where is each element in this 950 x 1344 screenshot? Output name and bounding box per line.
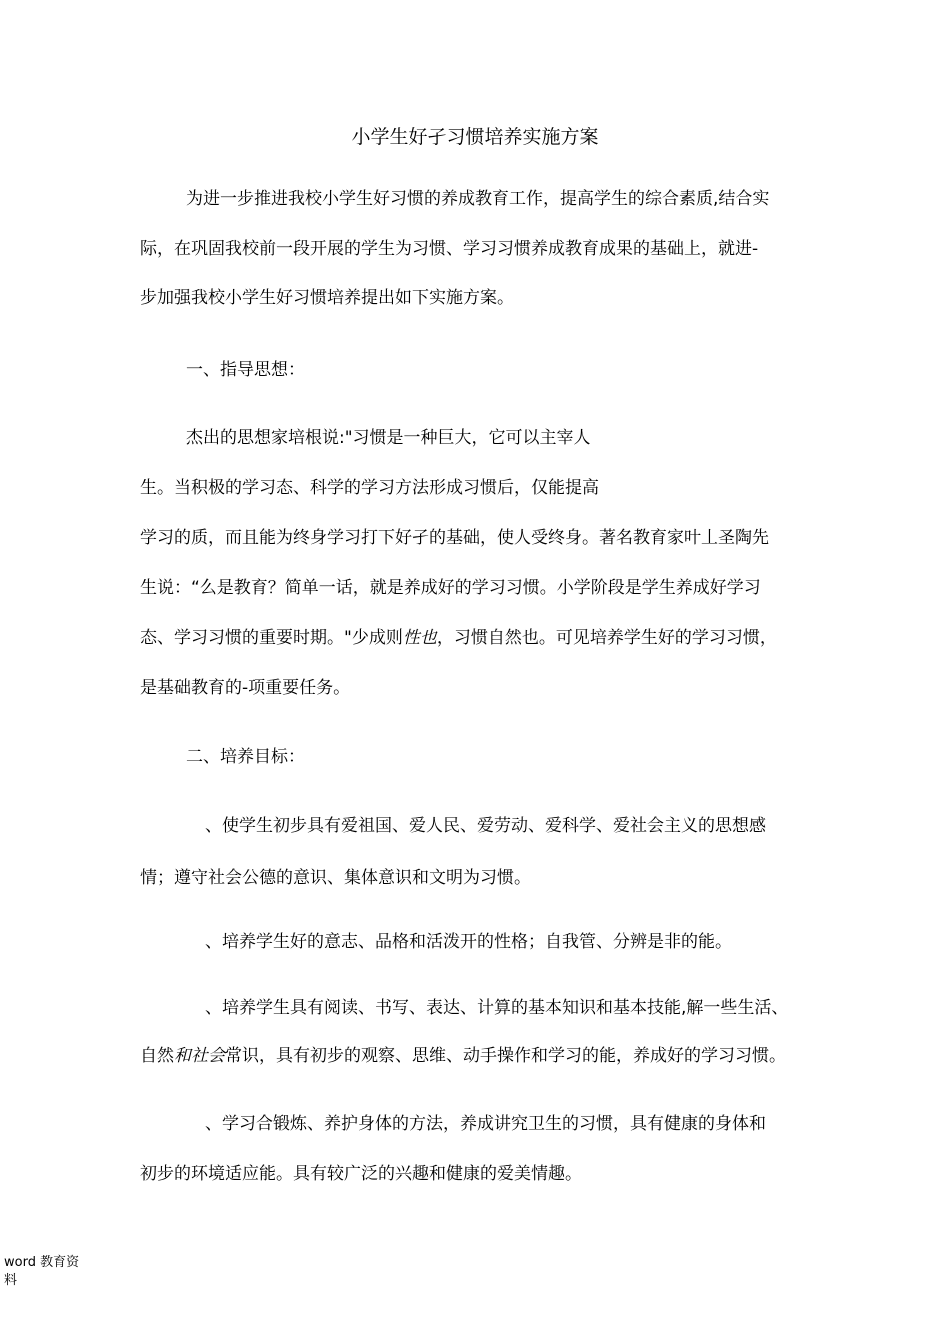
section-1-line-2: 生。当积极的学习态、科学的学习方法形成习惯后，仅能提高 [140, 478, 599, 498]
intro-line-2: 际，在巩固我校前一段开展的学生为习惯、学习习惯养成教育成果的基础上，就进- [140, 239, 759, 259]
goal-3-line-2-italic: 和社会 [174, 1046, 225, 1066]
section-1-line-3: 学习的质，而且能为终身学习打下好孑的基础，使人受终身。著名教育家叶丄圣陶先 [140, 528, 769, 548]
section-1-line-5-part-b: ，习惯自然也。可见培养学生好的学习习惯， [436, 628, 777, 648]
goal-1-line-1: 、使学生初步具有爱祖国、爱人民、爱劳动、爱科学、爱社会主义的思想感 [205, 816, 766, 836]
section-2-heading: 二、培养目标： [186, 747, 305, 767]
section-1-line-5-part-a: 态、学习习惯的重要时期。"少成则 [140, 628, 403, 648]
goal-3-line-2-part-b: 常识，具有初步的观察、思维、动手操作和学习的能，养成好的学习习惯。 [225, 1046, 786, 1066]
page-footer [4, 1254, 79, 1290]
intro-line-3: 步加强我校小学生好习惯培养提出如下实施方案。 [140, 288, 514, 308]
section-1-line-5-italic: 性也 [402, 628, 437, 648]
section-1-line-6: 是基础教育的-项重要任务。 [140, 678, 351, 698]
goal-1-line-2: 情；遵守社会公德的意识、集体意识和文明为习惯。 [140, 868, 531, 888]
section-1-line-5 [140, 626, 777, 650]
goal-3-line-2 [140, 1044, 786, 1068]
intro-line-1: 为进一步推进我校小学生好习惯的养成教育工作，提高学生的综合素质,结合实 [186, 189, 770, 209]
goal-4-line-2: 初步的环境适应能。具有较广泛的兴趣和健康的爱美情趣。 [140, 1164, 582, 1184]
goal-3-line-1: 、培养学生具有阅读、书写、表达、计算的基本知识和基本技能,解一些生活、 [205, 998, 789, 1018]
footer-line-1: word 教育资 [4, 1255, 80, 1270]
goal-2-line: 、培养学生好的意志、品格和活泼开的性格；自我管、分辨是非的能。 [205, 932, 732, 952]
goal-3-line-2-part-a: 自然 [140, 1046, 174, 1066]
goal-4-line-1: 、学习合锻炼、养护身体的方法，养成讲究卫生的习惯，具有健康的身体和 [205, 1114, 766, 1134]
document-title: 小学生好孑习惯培养实施方案 [351, 126, 599, 148]
section-1-line-1: 杰出的思想家培根说:"习惯是一种巨大，它可以主宰人 [186, 428, 591, 448]
footer-line-2: 料 [4, 1273, 18, 1288]
section-1-heading: 一、指导思想： [186, 360, 305, 380]
section-1-line-4: 生说：“么是教育？简单一话，就是养成好的学习习惯。小学阶段是学生养成好学习 [140, 578, 761, 598]
